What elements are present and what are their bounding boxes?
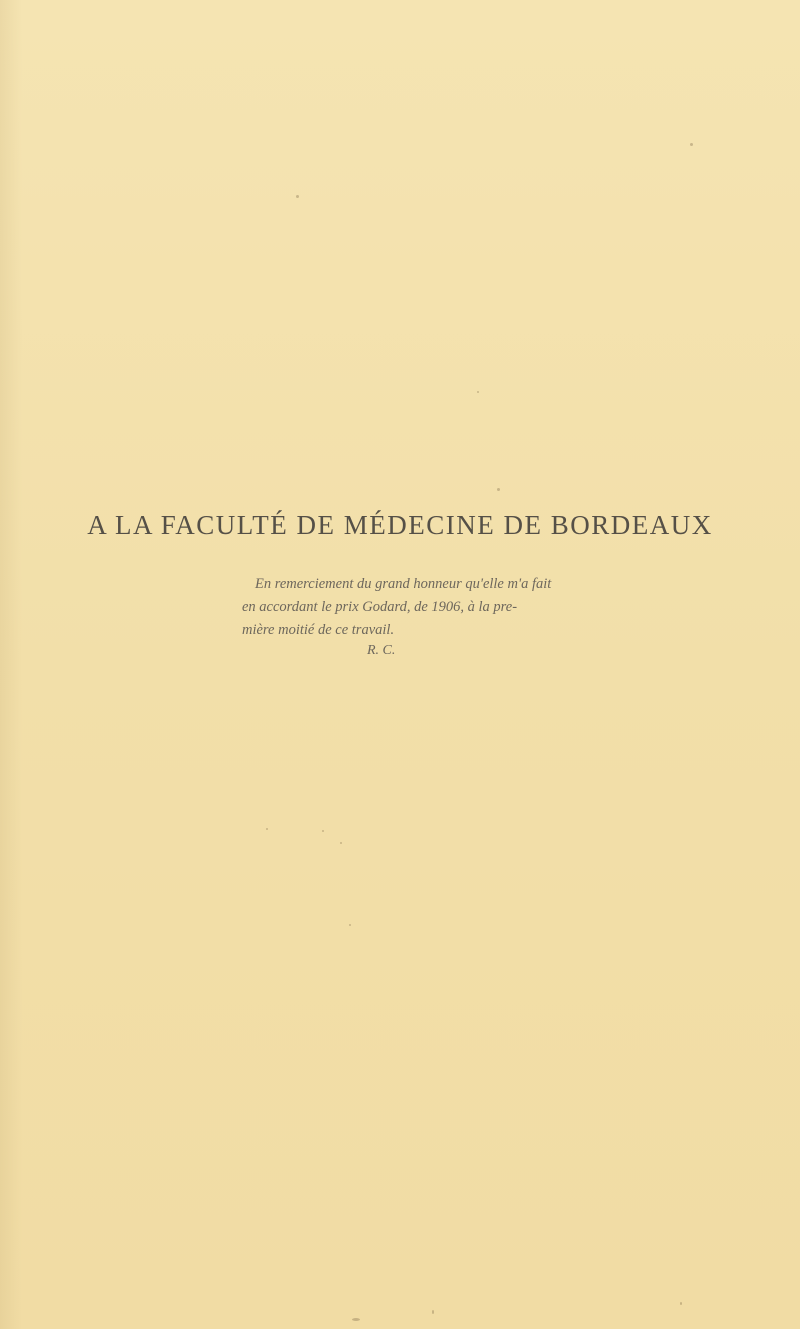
paper-speck: [432, 1310, 434, 1314]
paper-speck: [690, 143, 693, 146]
dedication-line-2: en accordant le prix Godard, de 1906, à la pre-: [242, 599, 518, 615]
paper-speck: [352, 1318, 360, 1321]
dedication-title: A LA FACULTÉ DE MÉDECINE DE BORDEAUX: [87, 510, 713, 540]
signature: R. C.: [367, 643, 396, 658]
paper-speck: [266, 828, 268, 830]
paper-speck: [349, 924, 351, 926]
paper-speck: [340, 842, 342, 844]
dedication-line-3: mière moitié de ce travail.: [242, 622, 395, 638]
paper-speck: [296, 195, 299, 198]
paper-speck: [477, 391, 479, 393]
dedication-line-1: En remerciement du grand honneur qu'elle m'a fait: [255, 576, 552, 592]
paper-speck: [497, 488, 500, 491]
dedication-text: [242, 573, 687, 642]
paper-speck: [680, 1302, 682, 1305]
paper-speck: [322, 830, 324, 832]
